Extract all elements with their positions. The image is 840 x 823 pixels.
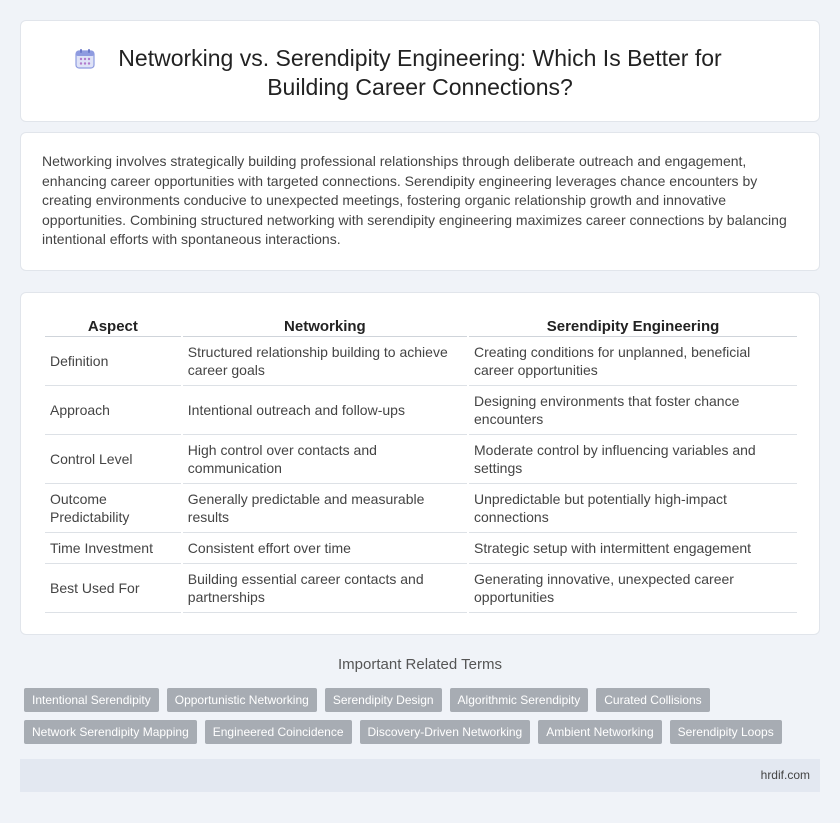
title-line-2: Building Career Connections? bbox=[267, 74, 573, 100]
cell-serendipity: Moderate control by influencing variables and settings bbox=[469, 435, 797, 484]
cell-serendipity: Strategic setup with intermittent engagement bbox=[469, 533, 797, 564]
cell-aspect: Outcome Predictability bbox=[45, 484, 181, 533]
related-terms bbox=[24, 688, 814, 752]
intro-paragraph: Networking involves strategically building professional relationships through deliberate outreach and engagement, enhancing career opportunities with targeted connections. Serendipity engineering leverages chance encounters by creating environments conducive to unexpected meetings, fostering organic relationship growth and innovative opportunities. Combining structured networking with serendipity engineering maximizes career connections by balancing intentional efforts with spontaneous interactions. bbox=[42, 153, 787, 248]
intro-card bbox=[20, 132, 820, 271]
table-row bbox=[45, 564, 797, 613]
tag-row bbox=[24, 688, 814, 712]
cell-aspect: Definition bbox=[45, 337, 181, 386]
cell-aspect: Best Used For bbox=[45, 564, 181, 613]
title-line-1: Networking vs. Serendipity Engineering: Which Is Better for bbox=[118, 45, 722, 71]
cell-serendipity: Designing environments that foster chance encounters bbox=[469, 386, 797, 435]
table-row bbox=[45, 484, 797, 533]
comparison-table bbox=[43, 315, 799, 613]
related-terms-title: Important Related Terms bbox=[338, 656, 502, 673]
header-networking: Networking bbox=[183, 315, 467, 337]
comparison-card bbox=[20, 292, 820, 635]
related-term-tag[interactable]: Discovery-Driven Networking bbox=[360, 720, 531, 744]
header-serendipity: Serendipity Engineering bbox=[469, 315, 797, 337]
cell-networking: Generally predictable and measurable results bbox=[183, 484, 467, 533]
footer-site-link[interactable]: hrdif.com bbox=[760, 768, 810, 782]
related-term-tag[interactable]: Opportunistic Networking bbox=[167, 688, 317, 712]
table-row bbox=[45, 533, 797, 564]
cell-networking: Structured relationship building to achieve career goals bbox=[183, 337, 467, 386]
related-term-tag[interactable]: Ambient Networking bbox=[538, 720, 661, 744]
footer-bar bbox=[20, 759, 820, 792]
related-term-tag[interactable]: Curated Collisions bbox=[596, 688, 709, 712]
related-term-tag[interactable]: Intentional Serendipity bbox=[24, 688, 159, 712]
related-term-tag[interactable]: Network Serendipity Mapping bbox=[24, 720, 197, 744]
tag-row bbox=[24, 720, 814, 744]
title-card bbox=[20, 20, 820, 122]
cell-networking: Building essential career contacts and partnerships bbox=[183, 564, 467, 613]
cell-networking: High control over contacts and communication bbox=[183, 435, 467, 484]
cell-aspect: Time Investment bbox=[45, 533, 181, 564]
page-title bbox=[118, 44, 721, 102]
cell-networking: Intentional outreach and follow-ups bbox=[183, 386, 467, 435]
cell-networking: Consistent effort over time bbox=[183, 533, 467, 564]
cell-aspect: Approach bbox=[45, 386, 181, 435]
related-term-tag[interactable]: Engineered Coincidence bbox=[205, 720, 352, 744]
related-term-tag[interactable]: Serendipity Design bbox=[325, 688, 442, 712]
cell-aspect: Control Level bbox=[45, 435, 181, 484]
cell-serendipity: Creating conditions for unplanned, beneficial career opportunities bbox=[469, 337, 797, 386]
calendar-icon bbox=[74, 48, 96, 70]
related-term-tag[interactable]: Algorithmic Serendipity bbox=[450, 688, 589, 712]
cell-serendipity: Generating innovative, unexpected career opportunities bbox=[469, 564, 797, 613]
cell-serendipity: Unpredictable but potentially high-impact connections bbox=[469, 484, 797, 533]
header-aspect: Aspect bbox=[45, 315, 181, 337]
table-row bbox=[45, 386, 797, 435]
table-row bbox=[45, 435, 797, 484]
table-row bbox=[45, 337, 797, 386]
table-header-row bbox=[45, 315, 797, 337]
related-term-tag[interactable]: Serendipity Loops bbox=[670, 720, 782, 744]
